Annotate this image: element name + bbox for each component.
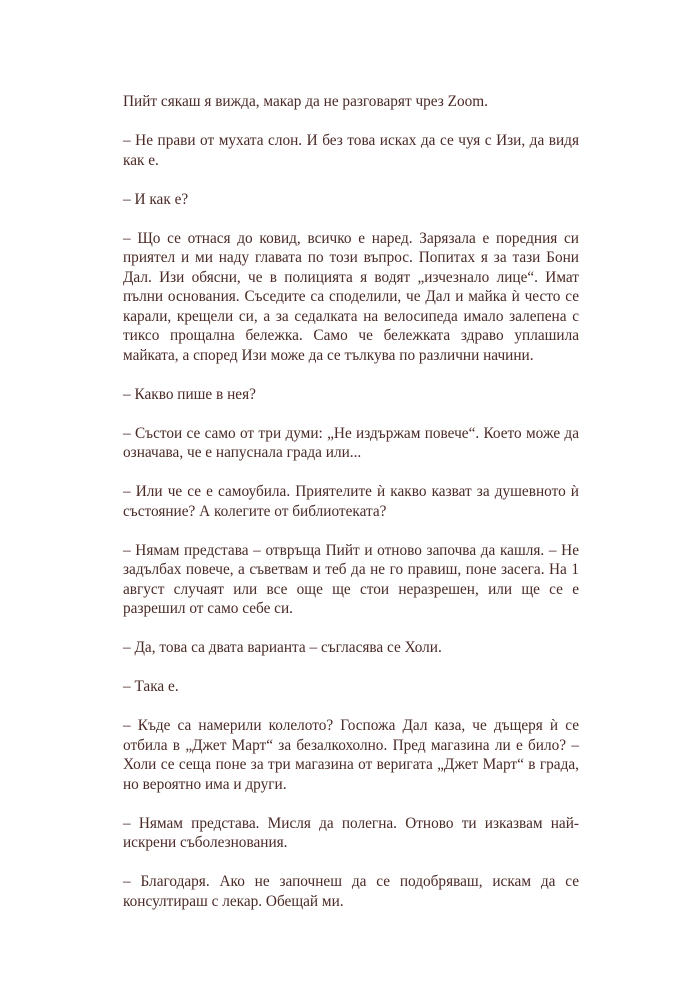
body-text	[123, 92, 579, 931]
paragraph: – И как е?	[123, 190, 189, 208]
paragraph: – Що се отнася до ковид, всичко е наред. Зарязала е поредния си приятел и ми наду главата по този въпрос. Попитах я за тази Бони Дал. Изи обясни, че в полицията я водят „изчезнало лице“. Имат пълни основания. Съседите са споделили, че Дал и майка ѝ често се карали, крещели си, а за седалката на велосипеда имало залепена с тиксо прощална бележка. Само че бележката здраво уплашила майката, а според Изи може да се тълкува по различни начини.	[123, 229, 579, 364]
paragraph: Пийт сякаш я вижда, макар да не разговарят чрез Zoom.	[123, 93, 489, 110]
paragraph: – Къде са намерили колелото? Госпожа Дал каза, че дъщеря ѝ се отбила в „Джет Март“ за безалкохолно. Пред магазина ли е било? – Холи се сеща поне за три магазина от веригата „Джет Март“ в града, но вероятно има и други.	[123, 717, 579, 793]
paragraph: – Благодаря. Ако не започнеш да се подобряваш, искам да се консултираш с лекар. Обещай ми.	[123, 873, 579, 910]
paragraph: – Нямам представа – отвръща Пийт и отново започва да кашля. – Не задълбах повече, а съветвам и теб да не го правиш, поне засега. На 1 август случаят или все още ще стои неразрешен, или ще се е разрешил от само себе си.	[123, 541, 579, 617]
paragraph: – Или че се е самоубила. Приятелите ѝ какво казват за душевното ѝ състояние? А колегите от библиотеката?	[123, 483, 579, 520]
paragraph: – Да, това са двата варианта – съгласява се Холи.	[123, 639, 442, 656]
paragraph: – Състои се само от три думи: „Не издържам повече“. Което може да означава, че е напуснала града или...	[123, 424, 579, 461]
paragraph: – Така е.	[123, 678, 179, 695]
paragraph: – Какво пише в нея?	[123, 385, 256, 403]
paragraph: – Не прави от мухата слон. И без това исках да се чуя с Изи, да видя как е.	[123, 132, 579, 169]
paragraph: – Нямам представа. Мисля да полегна. Отново ти изказвам най-искрени съболезнования.	[123, 814, 579, 851]
